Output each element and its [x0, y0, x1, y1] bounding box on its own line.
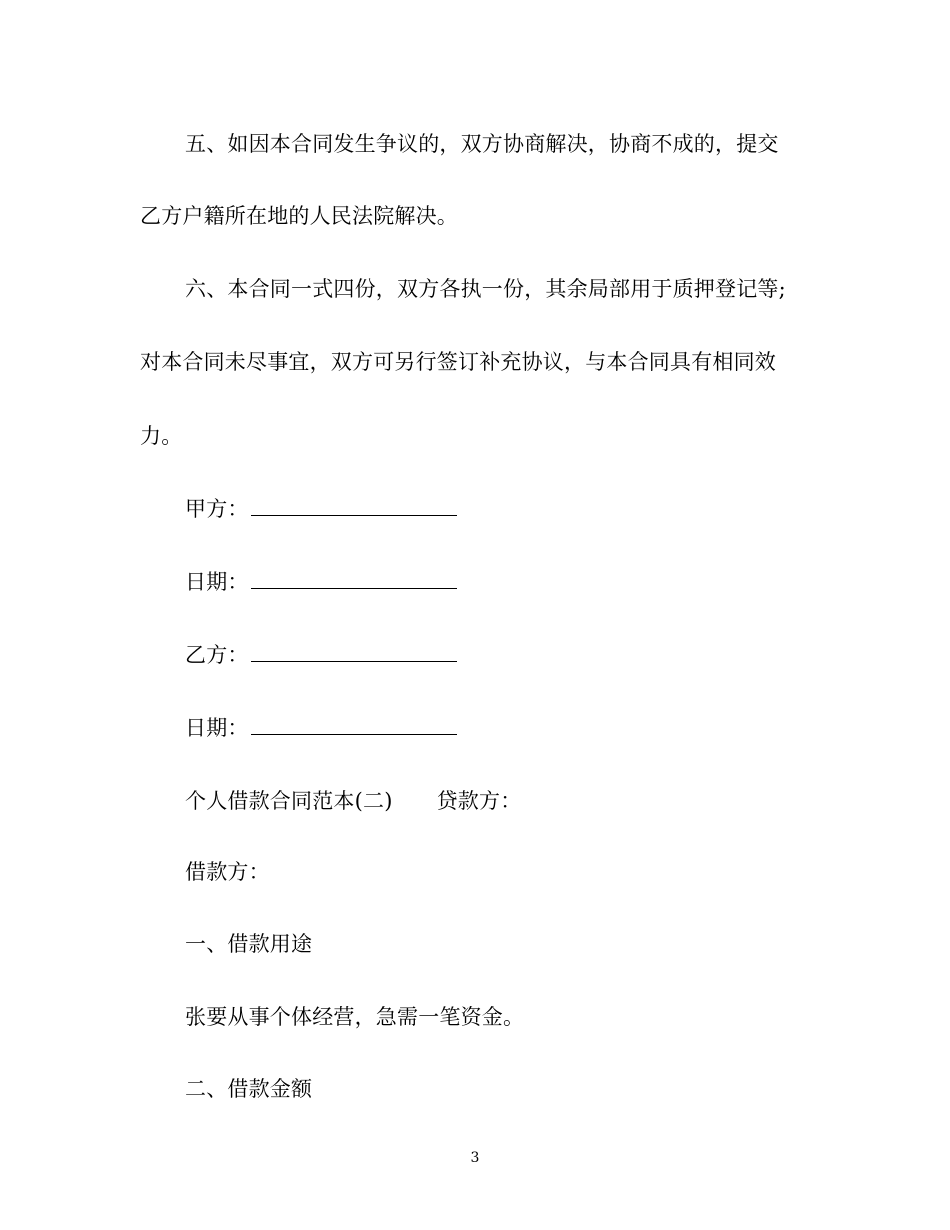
- clause-6-line-1: 六、本合同一式四份，双方各执一份，其余局部用于质押登记等;: [185, 277, 786, 301]
- signature-blank-line: [251, 716, 457, 735]
- section-1-heading: 一、借款用途: [185, 932, 313, 956]
- page-number: 3: [470, 1150, 480, 1166]
- borrower-label: 借款方：: [185, 860, 270, 884]
- signature-blank-line: [251, 570, 457, 589]
- signature-blank-line: [251, 643, 457, 662]
- clause-5-line-1: 五、如因本合同发生争议的，双方协商解决，协商不成的，提交: [185, 132, 779, 156]
- signature-label: 乙方：: [185, 643, 249, 667]
- signature-date-b: [185, 714, 457, 742]
- signature-blank-line: [251, 497, 457, 516]
- signature-label: 甲方：: [185, 497, 249, 521]
- clause-6-line-2: 对本合同未尽事宜，双方可另行签订补充协议，与本合同具有相同效: [140, 350, 776, 374]
- signature-party-b: [185, 641, 457, 669]
- signature-party-a: [185, 495, 457, 523]
- clause-5-line-2: 乙方户籍所在地的人民法院解决。: [140, 204, 458, 228]
- clause-6-line-3: 力。: [140, 424, 183, 448]
- signature-date-a: [185, 568, 457, 596]
- contract-2-title: 个人借款合同范本(二): [185, 789, 393, 813]
- section-2-heading: 二、借款金额: [185, 1077, 313, 1101]
- signature-label: 日期：: [185, 716, 249, 740]
- section-1-text: 张要从事个体经营，急需一笔资金。: [185, 1005, 525, 1029]
- contract-2-header-line: [185, 787, 521, 815]
- lender-label: 贷款方：: [436, 789, 522, 813]
- signature-label: 日期：: [185, 570, 249, 594]
